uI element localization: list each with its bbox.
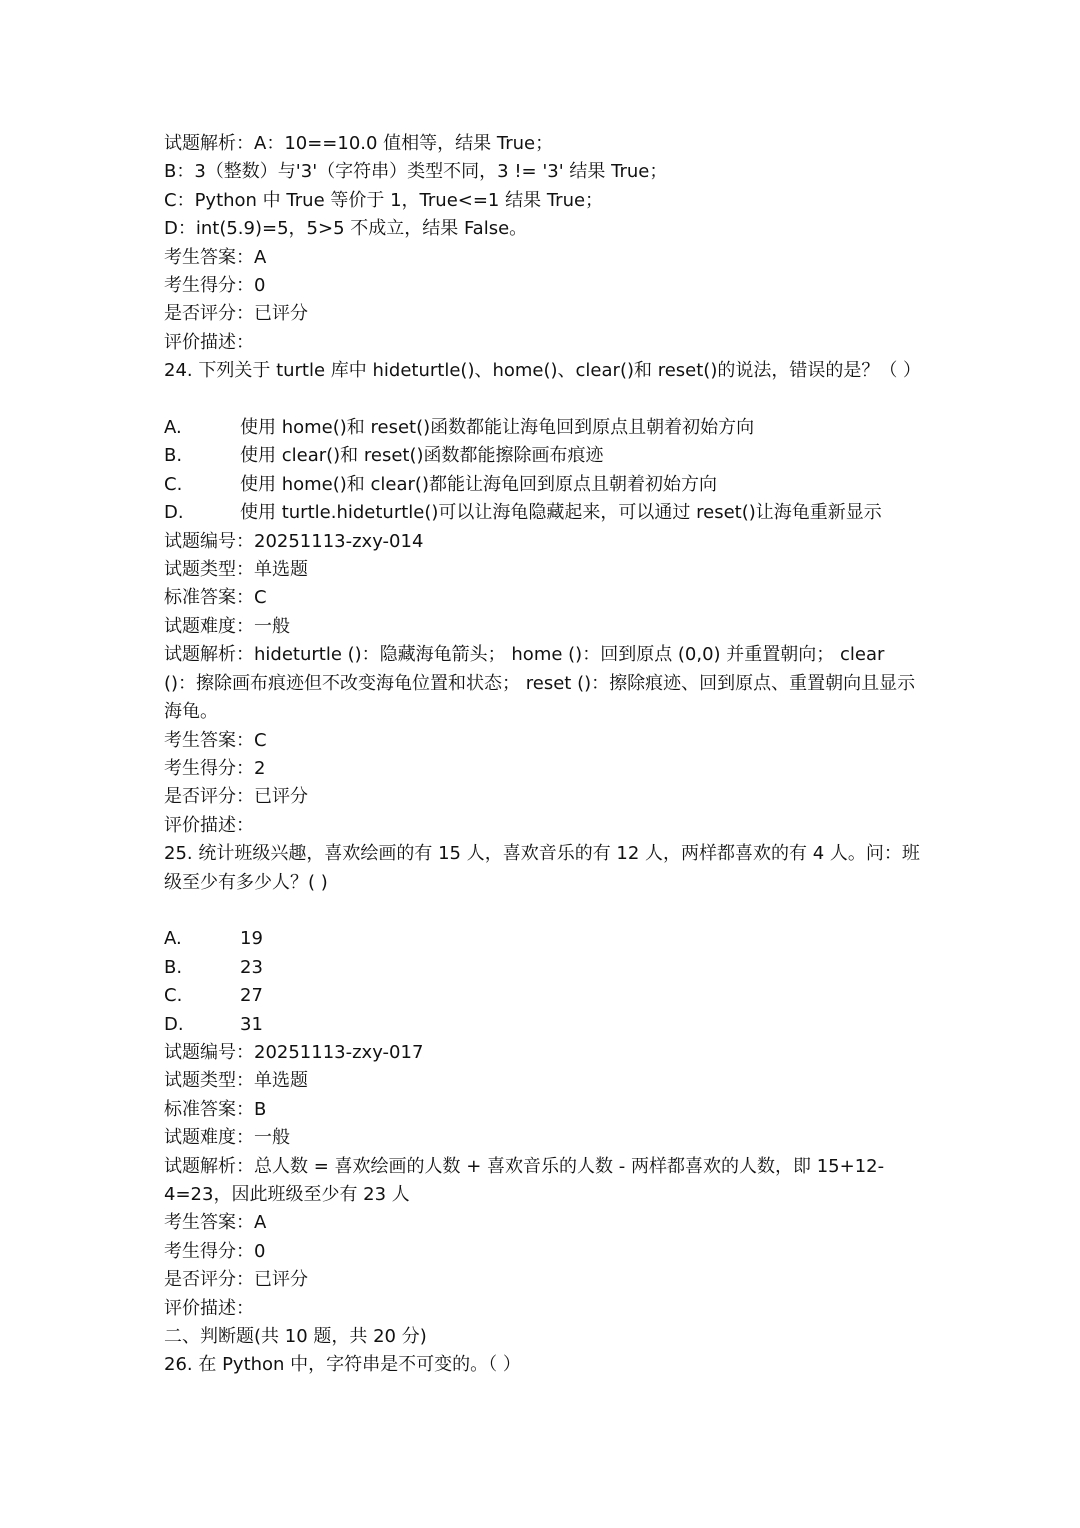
- comment-label: 评价描述：: [164, 1297, 254, 1319]
- student-score: 考生得分：0: [164, 275, 266, 297]
- question-id: 试题编号：20251113-zxy-014: [164, 530, 424, 552]
- option-key: A.: [164, 928, 182, 950]
- question-type: 试题类型：单选题: [164, 559, 308, 581]
- question-26-stem: 26. 在 Python 中，字符串是不可变的。（ ）: [164, 1354, 521, 1376]
- option-key: D.: [164, 1013, 184, 1035]
- question-analysis: 试题解析：总人数 = 喜欢绘画的人数 + 喜欢音乐的人数 - 两样都喜欢的人数，即 15+12-4=23，因此班级至少有 23 人: [164, 1155, 885, 1205]
- student-score: 考生得分：0: [164, 1240, 266, 1262]
- option-b: [164, 442, 920, 470]
- option-text: 27: [240, 985, 263, 1007]
- student-answer: 考生答案：A: [164, 1212, 267, 1234]
- exam-document: [164, 130, 920, 1380]
- option-c: [164, 471, 920, 499]
- option-key: A.: [164, 417, 182, 439]
- question-analysis: 试题解析：hideturtle ()：隐藏海龟箭头； home ()：回到原点 (0,0) 并重置朝向； clear ()：擦除画布痕迹但不改变海龟位置和状态； reset ()：擦除痕迹、回到原点、重置朝向且显示海龟。: [164, 644, 916, 723]
- graded-status: 是否评分：已评分: [164, 303, 308, 325]
- student-score: 考生得分：2: [164, 757, 266, 779]
- question-type: 试题类型：单选题: [164, 1070, 308, 1092]
- question-24-stem: 24. 下列关于 turtle 库中 hideturtle()、home()、clear()和 reset()的说法，错误的是？（ ）: [164, 360, 922, 382]
- standard-answer: 标准答案：C: [164, 587, 267, 609]
- question-difficulty: 试题难度：一般: [164, 1127, 290, 1149]
- student-answer: 考生答案：A: [164, 246, 267, 268]
- option-text: 19: [240, 928, 263, 950]
- spacer: [164, 897, 920, 925]
- graded-status: 是否评分：已评分: [164, 1269, 308, 1291]
- question-difficulty: 试题难度：一般: [164, 615, 290, 637]
- option-text: 使用 clear()和 reset()函数都能擦除画布痕迹: [240, 445, 604, 467]
- question-id: 试题编号：20251113-zxy-017: [164, 1041, 424, 1063]
- option-key: D.: [164, 502, 184, 524]
- option-text: 23: [240, 956, 263, 978]
- option-a: [164, 414, 920, 442]
- prev-question-analysis: [164, 130, 920, 244]
- question-25-stem: 25. 统计班级兴趣，喜欢绘画的有 15 人，喜欢音乐的有 12 人，两样都喜欢的有 4 人。问：班级至少有多少人？( ): [164, 843, 920, 893]
- option-b: [164, 954, 920, 982]
- option-key: C.: [164, 473, 183, 495]
- option-d: [164, 1011, 920, 1039]
- comment-label: 评价描述：: [164, 331, 254, 353]
- analysis-line: B：3（整数）与'3'（字符串）类型不同，3 != '3' 结果 True；: [164, 161, 668, 183]
- option-d: [164, 499, 920, 527]
- spacer: [164, 386, 920, 414]
- section-title: 二、判断题(共 10 题，共 20 分): [164, 1326, 427, 1348]
- comment-label: 评价描述：: [164, 814, 254, 836]
- option-text: 使用 turtle.hideturtle()可以让海龟隐藏起来，可以通过 reset()让海龟重新显示: [240, 502, 882, 524]
- option-text: 使用 home()和 reset()函数都能让海龟回到原点且朝着初始方向: [240, 417, 755, 439]
- option-a: [164, 925, 920, 953]
- option-key: B.: [164, 445, 183, 467]
- student-answer: 考生答案：C: [164, 729, 267, 751]
- option-text: 使用 home()和 clear()都能让海龟回到原点且朝着初始方向: [240, 473, 717, 495]
- analysis-line: 试题解析：A：10==10.0 值相等，结果 True；: [164, 133, 554, 154]
- analysis-line: D：int(5.9)=5，5>5 不成立，结果 False。: [164, 218, 528, 240]
- option-c: [164, 982, 920, 1010]
- option-text: 31: [240, 1013, 263, 1035]
- standard-answer: 标准答案：B: [164, 1098, 267, 1120]
- option-key: B.: [164, 956, 183, 978]
- question-25-options: [164, 925, 920, 1039]
- question-24-options: [164, 414, 920, 528]
- option-key: C.: [164, 985, 183, 1007]
- analysis-line: C：Python 中 True 等价于 1，True<=1 结果 True；: [164, 189, 604, 211]
- graded-status: 是否评分：已评分: [164, 786, 308, 808]
